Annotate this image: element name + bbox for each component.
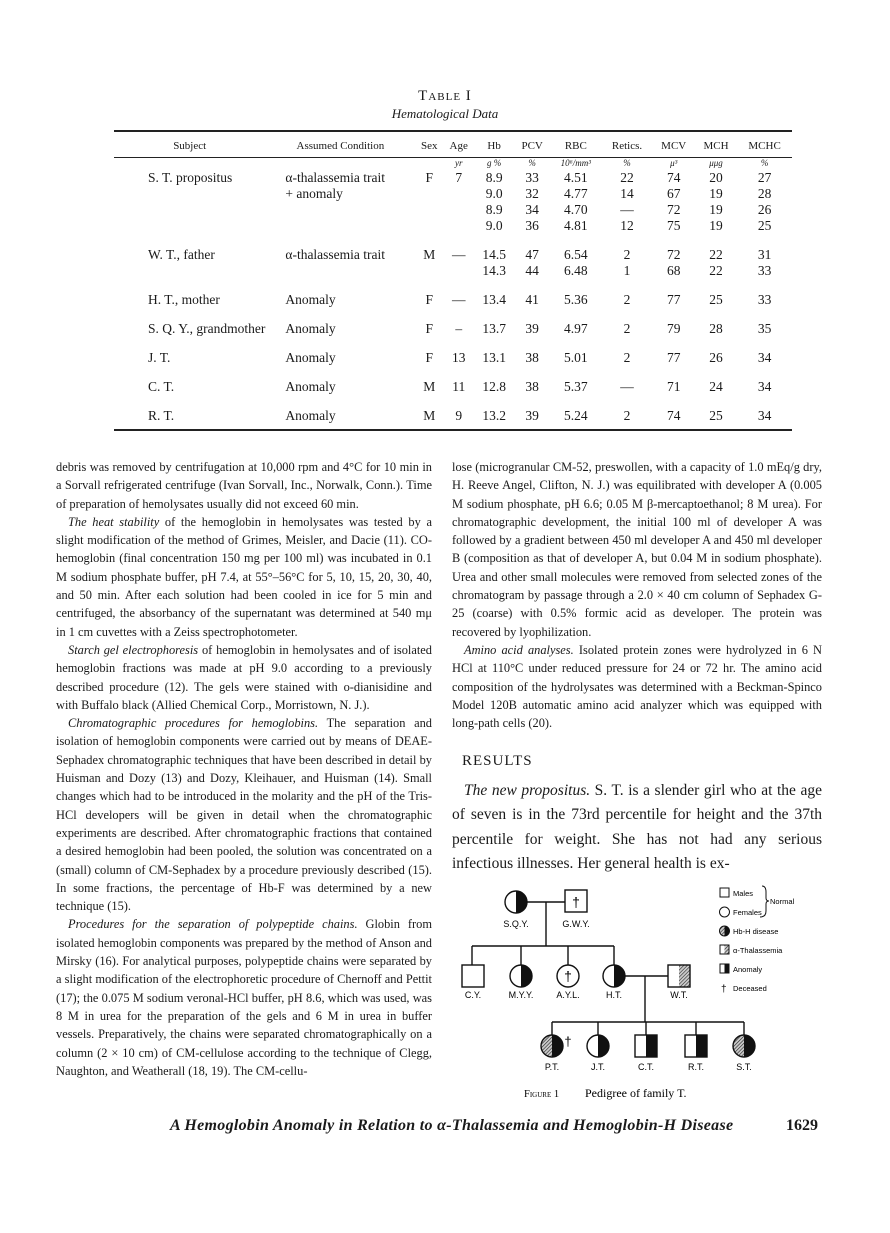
table-cell: 74 <box>666 170 681 185</box>
paragraph-body: The separation and isolation of hemoglobin components were carried out by means of DEAE-Sephadex chromatographic techniques that have been described in detail by Huisman and Dozy (13) and Dozy, Kleihauer, and Huisman (14). Small changes which had to be introduced in the molarity and the pH of the Tris-HCl developers will be given in detail when the chromatographic experiments are described. After chromatographic fractions that contained a desired hemoglobin had been pooled, the solution was concentrated on a (small) column of CM-Sephadex by a procedure previously described (15). In some fractions, the percentage of Hb-F was determined by a new technique (15). <box>56 716 432 914</box>
row-spacer <box>114 308 792 321</box>
table-cell: 25 <box>757 218 772 233</box>
pedigree-ht-anomaly-female <box>603 965 625 987</box>
table-cell: 74 <box>666 408 681 423</box>
table-cell <box>114 186 265 202</box>
pedigree-figure <box>440 880 810 1130</box>
table-cell: 14.3 <box>482 263 506 278</box>
pedigree-legend <box>720 886 795 995</box>
paragraph-body: of the hemoglobin in hemolysates was tested by a slight modification of the method of Grimes, Meisler, and Dacie (11). CO-hemoglobin (final concentration 150 mg per 100 ml) was incubated in 0.1 M sodium phosphate buffer, pH 7.4, at 55°–56°C for 5, 10, 15, 20, 30, 40, and 50 min. After each solution had been cooled in ice for 5 min and centrifuged, the absorbancy of the supernatant was determined at 540 mμ in 1 cm cuvettes with a Zeiss spectrophotometer. <box>56 514 432 639</box>
column-header: PCV <box>521 140 543 152</box>
table-cell: M <box>423 408 436 423</box>
paragraph-body: Isolated protein zones were hydrolyzed in 6 N HCl at 110°C under reduced pressure for 24 or 72 hr. The amino acid composition of the hydrolysates was determined with a Beckman-Spinco Model 120B automatic amino acid analyzer which was equipped with long-path cells (20). <box>452 642 822 731</box>
table-cell: 26 <box>757 202 772 217</box>
table-cell <box>443 263 474 279</box>
table-cell: 8.9 <box>485 170 503 185</box>
paragraph-lead: Chromatographic procedures for hemoglobins. <box>68 716 319 731</box>
table-cell <box>114 218 265 234</box>
table-cell: 36 <box>525 218 539 233</box>
table-cell: — <box>451 247 466 262</box>
table-cell: 22 <box>709 263 723 278</box>
table-cell <box>114 263 265 279</box>
table-row <box>114 350 792 366</box>
table-cell: 20 <box>709 170 723 185</box>
row-spacer <box>114 366 792 379</box>
table-cell: 25 <box>709 408 723 423</box>
table-cell <box>265 218 415 234</box>
column-header: Age <box>449 140 468 152</box>
pedigree-wt-thalassemia-male <box>668 965 690 987</box>
pedigree-myy-anomaly-female <box>510 965 532 987</box>
label-rt: R.T. <box>687 1062 705 1072</box>
running-title: A Hemoglobin Anomaly in Relation to α-Thalassemia and Hemoglobin-H Disease <box>170 1117 734 1134</box>
table-cell <box>415 186 443 202</box>
paragraph <box>56 915 432 1080</box>
table-cell: Anomaly <box>285 408 336 423</box>
table-cell: 34 <box>757 408 772 423</box>
table-cell: 9.0 <box>485 186 503 201</box>
table-cell: 13.4 <box>482 292 506 307</box>
table-cell: Anomaly <box>285 321 336 336</box>
paragraph <box>56 641 432 714</box>
table-cell: S. Q. Y., grandmother <box>148 321 266 336</box>
deceased-icon: † <box>564 1034 572 1049</box>
table-cell: 4.77 <box>564 186 588 201</box>
table-cell: – <box>455 321 463 336</box>
label-pt: P.T. <box>544 1062 560 1072</box>
row-spacer <box>114 337 792 350</box>
paragraph-body: Globin from isolated hemoglobin components was prepared by the method of Anson and Mirsky (16). For analytical purposes, polypeptide chains were separated by a slight modification of the electrophoretic procedure of Chernoff and Pettit (17); the 0.075 M sodium veronal-HCl buffer, pH 8.6, which was used, was 8 M in urea for the preparation of the gels and 6 M in urea in buffer vessels. Preparatively, the chains were separated chromatographically on a column (2 × 10 cm) of CM-cellulose according to the technique of Clegg, Naughton, and Weatherall (18, 19). The CM-cellu- <box>56 917 433 1078</box>
table-row <box>114 186 792 202</box>
table-cell <box>415 202 443 218</box>
units-row <box>114 156 792 170</box>
table-row <box>114 170 792 186</box>
table-cell: α-thalassemia trait <box>285 247 386 262</box>
label-myy: M.Y.Y. <box>508 990 534 1000</box>
column-header: MCH <box>703 140 729 152</box>
label-st: S.T. <box>736 1062 752 1072</box>
unit-cell: % <box>623 158 631 168</box>
table-cell: 4.70 <box>564 202 588 217</box>
table-cell: 5.24 <box>564 408 588 423</box>
legend-normal: Normal <box>770 897 795 906</box>
table-cell: 7 <box>455 170 463 185</box>
table-cell: 22 <box>709 247 723 262</box>
table-row <box>114 408 792 424</box>
table-cell: 22 <box>620 170 634 185</box>
table-cell: Anomaly <box>285 292 336 307</box>
table-cell: 33 <box>525 170 539 185</box>
table-row <box>114 202 792 218</box>
paragraph <box>452 779 822 877</box>
label-ayl: A.Y.L. <box>556 990 580 1000</box>
table-cell: α-thalassemia trait <box>285 170 386 185</box>
table-cell: 44 <box>525 263 539 278</box>
table-cell: F <box>425 321 434 336</box>
paragraph <box>452 641 822 732</box>
legend-deceased: Deceased <box>733 984 767 993</box>
table-cell <box>443 186 474 202</box>
paragraph <box>56 513 432 641</box>
table-cell: 67 <box>666 186 681 201</box>
legend-males: Males <box>733 889 754 898</box>
unit-cell <box>265 156 415 170</box>
table-cell: M <box>423 247 436 262</box>
table-cell <box>415 263 443 279</box>
table-cell <box>114 202 265 218</box>
table-cell: 72 <box>666 202 681 217</box>
table-cell: S. T. propositus <box>148 170 233 185</box>
table-subtitle: Hematological Data <box>391 106 499 121</box>
table-cell: F <box>425 350 434 365</box>
table-cell: 34 <box>757 350 772 365</box>
table-cell: H. T., mother <box>148 292 220 307</box>
paragraph-lead: Starch gel electrophoresis <box>68 642 199 657</box>
figure-caption-label: Figure 1 <box>524 1089 560 1100</box>
unit-cell <box>114 156 265 170</box>
paragraph-body: S. T. is a slender girl who at the age of seven is in the 73rd percentile for height and the 37th percentile for weight. She has not had any serious infectious illnesses. Her general health is ex- <box>452 781 822 873</box>
label-ht: H.T. <box>605 990 623 1000</box>
table-cell: 19 <box>709 218 723 233</box>
table-cell: — <box>620 202 634 217</box>
results-heading: RESULTS <box>462 753 533 770</box>
table-cell: 28 <box>709 321 723 336</box>
table-cell: 25 <box>709 292 723 307</box>
table-cell: 13.1 <box>482 350 506 365</box>
row-spacer <box>114 234 792 247</box>
deceased-icon: † <box>564 968 572 984</box>
table-cell: 19 <box>709 186 723 201</box>
table-cell: 14 <box>620 186 634 201</box>
pedigree-ayl-deceased-female <box>557 965 579 987</box>
unit-cell <box>415 156 443 170</box>
pedigree-ct-anomaly-male <box>635 1035 657 1057</box>
table-row <box>114 292 792 308</box>
label-gwy: G.W.Y. <box>562 919 590 929</box>
hematological-data-table <box>114 136 792 437</box>
paragraph <box>56 714 432 915</box>
table-top-rule <box>114 130 792 132</box>
legend-hbh: Hb-H disease <box>733 927 779 936</box>
table-cell: 12 <box>620 218 634 233</box>
table-cell: 39 <box>525 321 539 336</box>
table-row <box>114 379 792 395</box>
table-cell: 2 <box>623 321 631 336</box>
figure-caption: Pedigree of family T. <box>585 1086 687 1100</box>
left-column <box>56 458 432 1080</box>
legend-females: Females <box>733 908 762 917</box>
pedigree-cy-normal-male <box>462 965 484 987</box>
table-cell: 2 <box>623 292 631 307</box>
column-header: MCHC <box>748 140 781 152</box>
legend-deceased-icon: † <box>721 984 727 995</box>
table-cell: 24 <box>709 379 723 394</box>
paragraph: debris was removed by centrifugation at 10,000 rpm and 4°C for 10 min in a Sorvall refrigerated centrifuge (Ivan Sorvall, Inc., Norwalk, Conn.). Time of preparation of hemolysates usually did not exceed 60 min. <box>56 460 432 511</box>
right-column <box>452 458 822 877</box>
unit-cell: μμg <box>709 158 723 168</box>
table-cell: 14.5 <box>482 247 506 262</box>
label-cy: C.Y. <box>464 990 482 1000</box>
table-cell: 11 <box>452 379 466 394</box>
label-sqy: S.Q.Y. <box>503 919 529 929</box>
legend-thalassemia-icon <box>720 945 729 954</box>
legend-anomaly: Anomaly <box>733 965 763 974</box>
table-row <box>114 247 792 263</box>
table-cell: 68 <box>666 263 681 278</box>
table-cell: 5.36 <box>564 292 588 307</box>
table-cell: R. T. <box>148 408 175 423</box>
column-header: Assumed Condition <box>296 140 385 152</box>
table-cell: F <box>425 170 434 185</box>
table-cell: 5.37 <box>564 379 588 394</box>
table-cell <box>265 202 415 218</box>
table-cell: 79 <box>666 321 681 336</box>
paragraph-lead: Amino acid analyses. <box>464 642 574 657</box>
table-cell: 35 <box>757 321 772 336</box>
table-cell: 71 <box>666 379 681 394</box>
table-cell: C. T. <box>148 379 175 394</box>
legend-female-icon <box>720 907 730 917</box>
pedigree-pt-hbh-deceased-female <box>541 1034 572 1057</box>
unit-cell: μ³ <box>670 158 678 168</box>
table-cell <box>415 218 443 234</box>
table-cell: Anomaly <box>285 379 336 394</box>
column-header: Hb <box>487 140 501 152</box>
table-cell: + anomaly <box>285 186 343 201</box>
table-cell: 6.48 <box>564 263 588 278</box>
table-cell: 47 <box>525 247 539 262</box>
table-cell: 1 <box>623 263 631 278</box>
column-header: MCV <box>661 140 687 152</box>
unit-cell: % <box>760 158 769 168</box>
unit-cell: 10⁶/mm³ <box>560 158 591 168</box>
pedigree-rt-anomaly-male <box>685 1035 707 1057</box>
table-cell: 34 <box>525 202 539 217</box>
table-cell <box>443 218 474 234</box>
table-cell: 4.97 <box>564 321 588 336</box>
table-cell: 9.0 <box>485 218 503 233</box>
table-cell: 8.9 <box>485 202 503 217</box>
table-cell: 13.2 <box>482 408 506 423</box>
table-cell: 13 <box>451 350 466 365</box>
table-cell: 27 <box>757 170 772 185</box>
table-cell: 33 <box>757 263 772 278</box>
table-cell: 13.7 <box>482 321 506 336</box>
table-cell: — <box>451 292 466 307</box>
table-cell: 33 <box>757 292 772 307</box>
column-header: Sex <box>421 140 438 152</box>
column-header: Subject <box>173 140 207 152</box>
legend-thalassemia: α-Thalassemia <box>733 946 783 955</box>
table-cell <box>265 263 415 279</box>
row-spacer <box>114 279 792 292</box>
table-cell: 12.8 <box>482 379 506 394</box>
table-cell <box>443 202 474 218</box>
paragraph-body: of hemoglobin in hemolysates and of isolated hemoglobin fractions was made at pH 9.0 according to a previously described procedure (12). The gels were stained with o-dianisidine and with Buffalo black (Allied Chemical Corp., Morristown, N. J.). <box>56 642 432 712</box>
table-cell: M <box>423 379 436 394</box>
legend-hbh-icon <box>720 926 730 936</box>
pedigree-gwy-deceased-male <box>565 890 587 912</box>
table-cell: 19 <box>709 202 723 217</box>
paragraph-lead: The new propositus. <box>464 781 591 799</box>
table-cell: 34 <box>757 379 772 394</box>
table-cell: J. T. <box>148 350 171 365</box>
table-cell: 77 <box>666 350 681 365</box>
row-spacer <box>114 395 792 408</box>
table-row <box>114 263 792 279</box>
table-cell: 9 <box>455 408 463 423</box>
table-cell: 77 <box>666 292 681 307</box>
column-header: RBC <box>564 140 587 152</box>
page-number: 1629 <box>786 1117 818 1134</box>
unit-cell: g % <box>487 158 502 168</box>
pedigree-sqy-anomaly-female <box>505 891 527 913</box>
table-cell: 6.54 <box>564 247 588 262</box>
table-title: Table I <box>418 88 472 104</box>
paragraph-lead: The heat stability <box>68 514 160 529</box>
table-cell: 72 <box>666 247 681 262</box>
legend-male-icon <box>720 888 729 897</box>
label-jt: J.T. <box>590 1062 606 1072</box>
table-cell: 38 <box>525 379 539 394</box>
table-cell: 75 <box>666 218 681 233</box>
pedigree-jt-anomaly-female <box>587 1035 609 1057</box>
table-cell: — <box>620 379 634 394</box>
table-cell: 2 <box>623 247 631 262</box>
column-header: Retics. <box>611 140 643 152</box>
pedigree-st-hbh-female <box>733 1035 755 1057</box>
row-spacer <box>114 424 792 437</box>
table-cell: 2 <box>623 350 631 365</box>
label-wt: W.T. <box>670 990 688 1000</box>
table-cell: 4.51 <box>564 170 588 185</box>
table-cell: 2 <box>623 408 631 423</box>
table-cell: 32 <box>525 186 539 201</box>
paragraph-lead: Procedures for the separation of polypeptide chains. <box>68 917 358 932</box>
unit-cell: yr <box>454 158 463 168</box>
table-row <box>114 321 792 337</box>
deceased-icon: † <box>572 894 580 910</box>
legend-anomaly-icon <box>720 964 729 973</box>
table-cell: 4.81 <box>564 218 588 233</box>
table-cell: 31 <box>757 247 772 262</box>
table-row <box>114 218 792 234</box>
table-cell: W. T., father <box>148 247 215 262</box>
table-cell: 39 <box>525 408 539 423</box>
table-cell: Anomaly <box>285 350 336 365</box>
table-cell: 41 <box>525 292 539 307</box>
table-cell: 26 <box>709 350 723 365</box>
table-cell: F <box>425 292 434 307</box>
table-cell: 5.01 <box>564 350 588 365</box>
label-ct: C.T. <box>637 1062 655 1072</box>
paragraph: lose (microgranular CM-52, preswollen, with a capacity of 1.0 mEq/g dry, H. Reeve Angel, Clifton, N. J.) was equilibrated with developer A (0.005 M sodium phosphate, pH 6.6; 0.05 M β-mercaptoethanol; 8 M urea). For chromatographic development, the initial 100 ml of developer A was followed by a gradient between 450 ml developer A and 450 ml developer B (composition as that of developer A, but 0.04 M in sodium phosphate). Urea and other small molecules were removed from selected zones of the chromatogram by passage through a 2.0 × 40 cm column of Sephadex G-25 (coarse) with 0.5% formic acid as developer. The protein was recovered by lyophilization. <box>452 460 822 639</box>
unit-cell: % <box>528 158 536 168</box>
table-cell: 28 <box>757 186 772 201</box>
table-cell: 38 <box>525 350 539 365</box>
